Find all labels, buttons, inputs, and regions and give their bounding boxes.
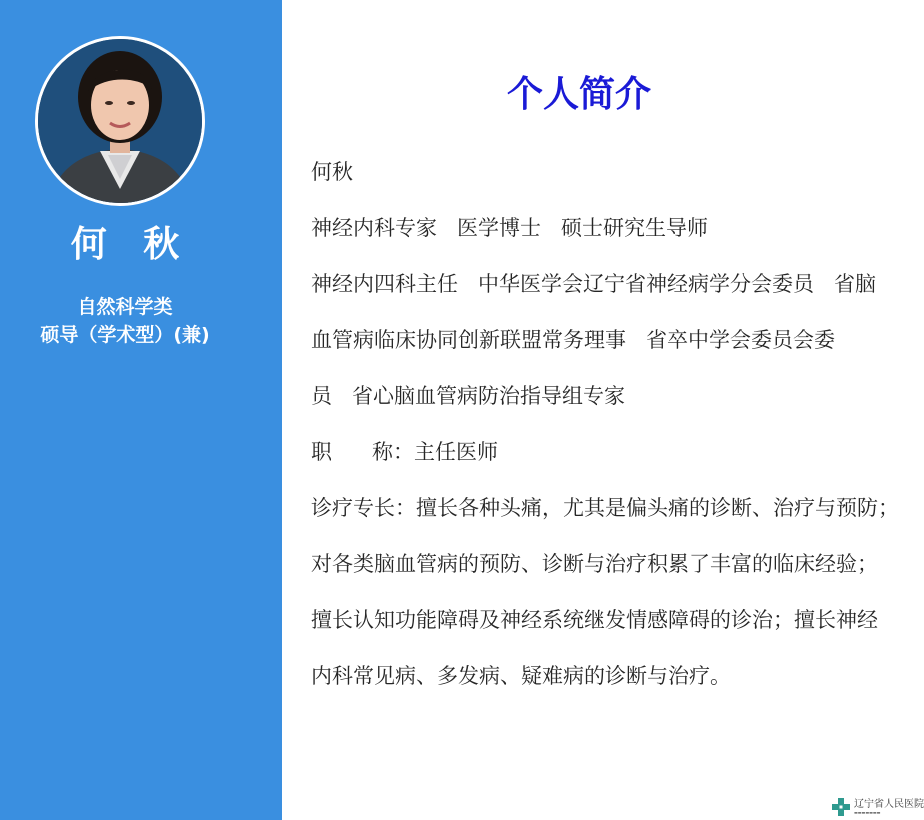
profile-sidebar	[0, 0, 282, 820]
bio-line: 诊疗专长：擅长各种头痛，尤其是偏头痛的诊断、治疗与预防；	[311, 496, 899, 520]
hospital-name: 辽宁省人民医院	[854, 799, 924, 810]
bio-line: 对各类脑血管病的预防、诊断与治疗积累了丰富的临床经验；	[311, 552, 878, 576]
bio-line: 神经内四科主任 中华医学会辽宁省神经病学分会委员 省脑	[311, 272, 877, 296]
bio-line: 何秋	[311, 160, 353, 184]
hospital-logo	[832, 798, 924, 816]
bio-line: 神经内科专家 医学博士 硕士研究生导师	[311, 216, 709, 240]
bio-line: 职 称：主任医师	[311, 440, 499, 464]
doctor-name: 何 秋	[70, 224, 192, 265]
bio-line: 员 省心脑血管病防治指导组专家	[311, 384, 626, 408]
hospital-cross-icon	[832, 798, 850, 816]
bio-line: 内科常见病、多发病、疑难病的诊断与治疗。	[311, 664, 731, 688]
profile-photo	[35, 36, 205, 206]
page-title: 个人简介	[507, 74, 652, 115]
hospital-name-en: ▬▬▬▬▬▬▬	[854, 810, 881, 815]
supervisor-type: 硕导（学术型）(兼)	[40, 324, 210, 346]
discipline-category: 自然科学类	[77, 296, 173, 318]
bio-line: 擅长认知功能障碍及神经系统继发情感障碍的诊治；擅长神经	[311, 608, 878, 632]
bio-line: 血管病临床协同创新联盟常务理事 省卒中学会委员会委	[311, 328, 836, 352]
